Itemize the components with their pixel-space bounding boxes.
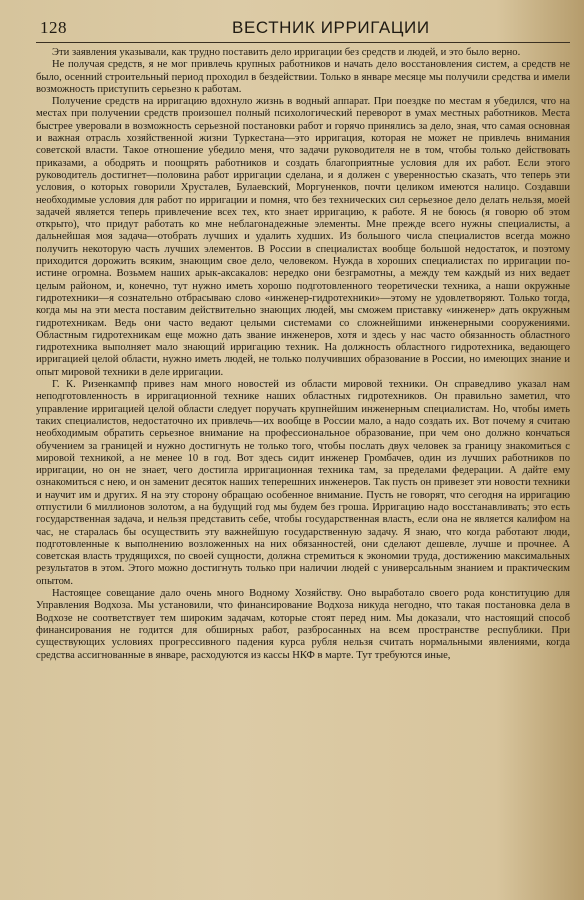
paragraph: Настоящее совещание дало очень много Водному Хозяйству. Оно выработало своего рода конституцию для Управления Водхоза. Мы установили, что финансирование Водхоза никуда негодно, что такая постановка дела в Водхозе не соответствует тем широким задачам, которые стоят перед ним. Мы доказали, что настоящий способ финансирования не годится для обширных работ, разбросанных на всем пространстве республики. При существующих условиях прогрессивного падения курса рубля нельзя считать нормальными явлениями, когда средства ассигнованные в январе, расходуются из кассы НКФ в марте. Тут требуются иные, (36, 588, 570, 661)
running-title: ВЕСТНИК ИРРИГАЦИИ (232, 18, 430, 37)
page-header (36, 12, 570, 43)
paragraph: Получение средств на ирригацию вдохнуло жизнь в водный аппарат. При поездке по местам я убедился, что на местах при получении средств произошел полный психологический переворот в умах местных работников. Места быстрее уверовали в возможность серьезной постановки работ и горячо принялись за дело, зная, что самая основная и важная отрасль хозяйственной жизни Туркестана—это ирригация, которая не может не привлечь внимания советской власти. Такое отношение убедило меня, что задачи руководителя не в том, чтобы только действовать приказами, а ободрять и поощрять работников и создать благоприятные условия для их работ. Если этого руководитель достигнет—половина работ ирригации сделана, и я должен с уверенностью сказать, что теперь эти условия, о которых говорили Хрусталев, Булаевский, Моргуненков, почти целиком имеются налицо. Создавши необходимые условия для работ по ирригации и помня, что без технических сил серьезное дело делать нельзя, моей задачей является теперь привлечение всех тех, кто знает ирригацию, к работе. Я не боюсь (я говорю об этом открыто), что придут работать ко мне неблагонадежные элементы. Мне прежде всего нужны специалисты, а дальнейшая моя задача—отобрать лучших и удалить худших. Из большого числа специалистов всегда можно получить некоторую часть лучших элементов. В России в специалистах вообще большой недостаток, и поэтому приходится дорожить всяким, знающим свое дело, человеком. Нужда в хороших специалистах по ирригации по-истине огромна. Возьмем наших арык-аксакалов: нередко они безграмотны, а между тем каждый из них ведает целым районом, и, конечно, тут нужно иметь хорошо подготовленного теоретически техника, а наши окружные гидротехники—я сознательно отбрасываю слово «инженер-гидротехники»—этому не удовлетворяют. Только тогда, когда мы на эти места поставим действительно знающих людей, мы сможем приставку «инженер» дать окружным гидротехникам. Ведь они часто ведают целыми системами со сложнейшими инженерными сооружениями. Областным гидротехникам еще можно дать звание инженеров, хотя и здесь у нас часто обязанность областного гидротехника выполняет мало знающий ирригацию техник. На должность областного гидротехника, ведающего ирригацией целой области, нужно иметь людей, не только получивших образование в России, но имеющих знание и опыт мировой техники в деле ирригации. (36, 96, 570, 378)
paragraph: Эти заявления указывали, как трудно поставить дело ирригации без средств и людей, и это было верно. (52, 47, 521, 58)
page-number: 128 (40, 18, 67, 37)
body-text (36, 47, 570, 894)
paragraph: Г. К. Ризенкампф привез нам много новостей из области мировой техники. Он справедливо указал нам неподготовленность в ирригационной технике наших областных гидротехников. Он правильно заметил, что управление ирригацией целой области следует поручать крупнейшим инженерным специалистам. Но, чтобы иметь таких специалистов, недостаточно их привлечь—их вообще в России мало, а надо создать их. Вот почему я считаю необходимым обратить серьезное внимание на профессиональное образование, при чем оно должно кончаться обучением за границей и нужно достигнуть не только того, чтобы послать двух человек за границу знакомиться с мировой техникой, а не менее 10 в год. Вот здесь сидит инженер Громбачев, один из лучших работников по ирригации, но он не знает, чего достигла ирригационная техника там, за пределами федерации. А дайте ему ознакомиться с нею, и он заменит десяток наших теперешних инженеров. Так пусть он привезет эти новости техники и научит им и других. Я на эту сторону обращаю особенное внимание. Пусть не говорят, что сегодня на ирригацию отпустили 6 миллионов золотом, а на будущий год мы будем без гроша. Ирригацию надо восстанавливать; это есть государственная задача, и нельзя представить себе, чтобы государственная власть, если она не является калифом на час, не старалась бы осуществить эту важнейшую государственную задачу. Я знаю, что когда работают люди, подготовленные к выполнению возложенных на них обязанностей, они сделают дешевле, лучше и прочнее. А советская власть трудящихся, по своей сущности, должна стремиться к экономии труда, достижению максимальных результатов в этом. Этого можно достигнуть только при наличии людей с универсальным знанием и практическим опытом. (36, 379, 570, 587)
paragraph: Не получая средств, я не мог привлечь крупных работников и начать дело восстановления систем, а средств не было, осенний строительный период проходил в бездействии. Только в январе месяце мы получили средства и имели возможность приступить серьезно к работам. (36, 59, 570, 95)
